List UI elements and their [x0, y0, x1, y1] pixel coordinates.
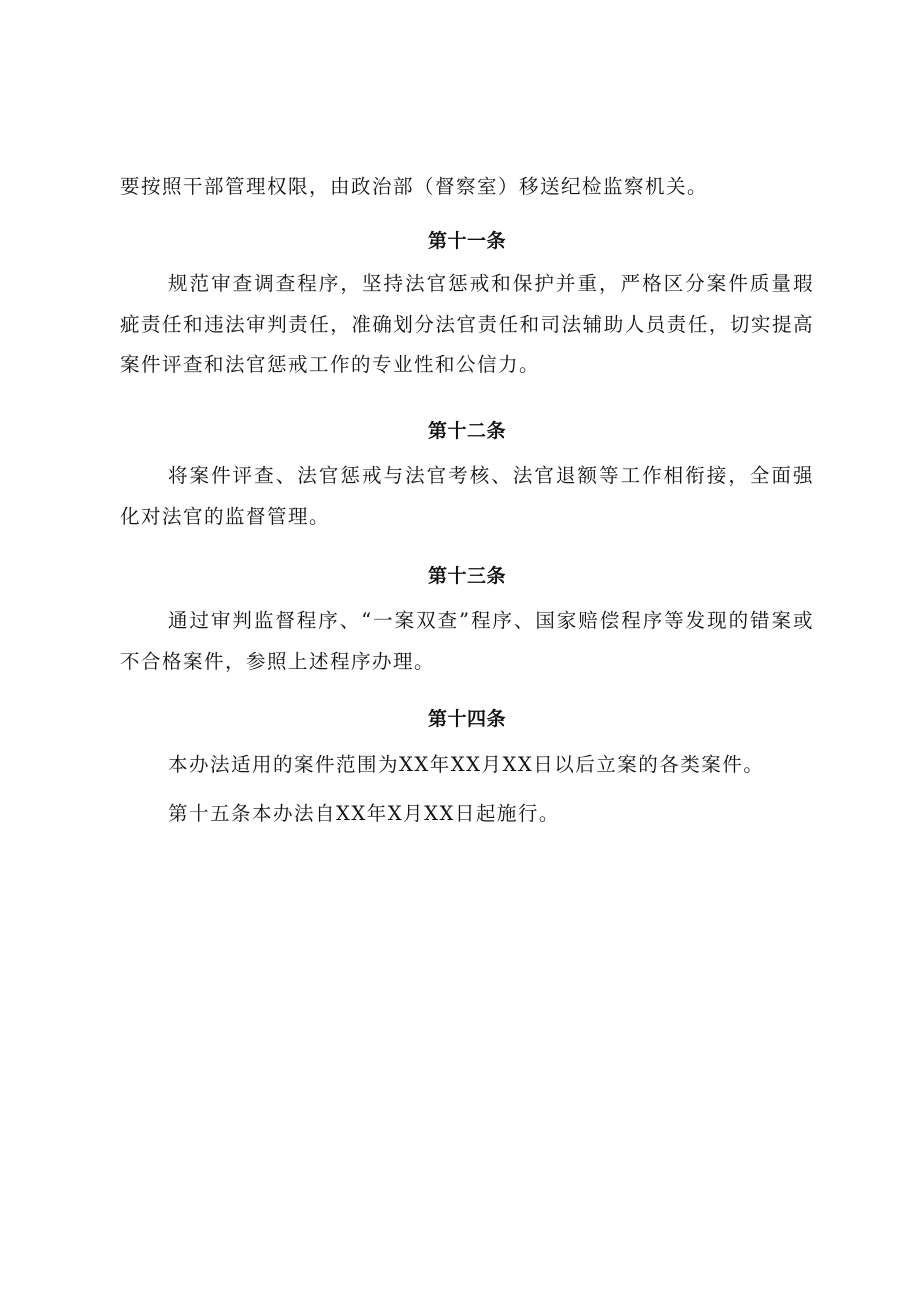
article-14-heading: 第十四条 — [427, 708, 506, 730]
article-13-heading: 第十三条 — [427, 565, 506, 587]
article-13-paragraph: 通过审判监督程序、“一案双查”程序、国家赔偿程序等发现的错案或不合格案件，参照上述程序办理。 — [120, 609, 814, 673]
article-12-heading: 第十二条 — [427, 420, 506, 442]
article-11-paragraph: 规范审查调查程序，坚持法官惩戒和保护并重，严格区分案件质量瑕疵责任和违法审判责任，准确划分法官责任和司法辅助人员责任，切实提高案件评查和法官惩戒工作的专业性和公信力。 — [120, 272, 814, 376]
article-12-paragraph: 将案件评查、法官惩戒与法官考核、法官退额等工作相衔接，全面强化对法官的监督管理。 — [120, 464, 814, 528]
continuation-paragraph: 要按照干部管理权限，由政治部（督察室）移送纪检监察机关。 — [120, 175, 709, 198]
article-15-paragraph: 第十五条本办法自XX年X月XX日起施行。 — [168, 802, 560, 825]
article-11-heading: 第十一条 — [427, 230, 506, 252]
article-14-paragraph: 本办法适用的案件范围为XX年XX月XX日以后立案的各类案件。 — [168, 753, 765, 776]
